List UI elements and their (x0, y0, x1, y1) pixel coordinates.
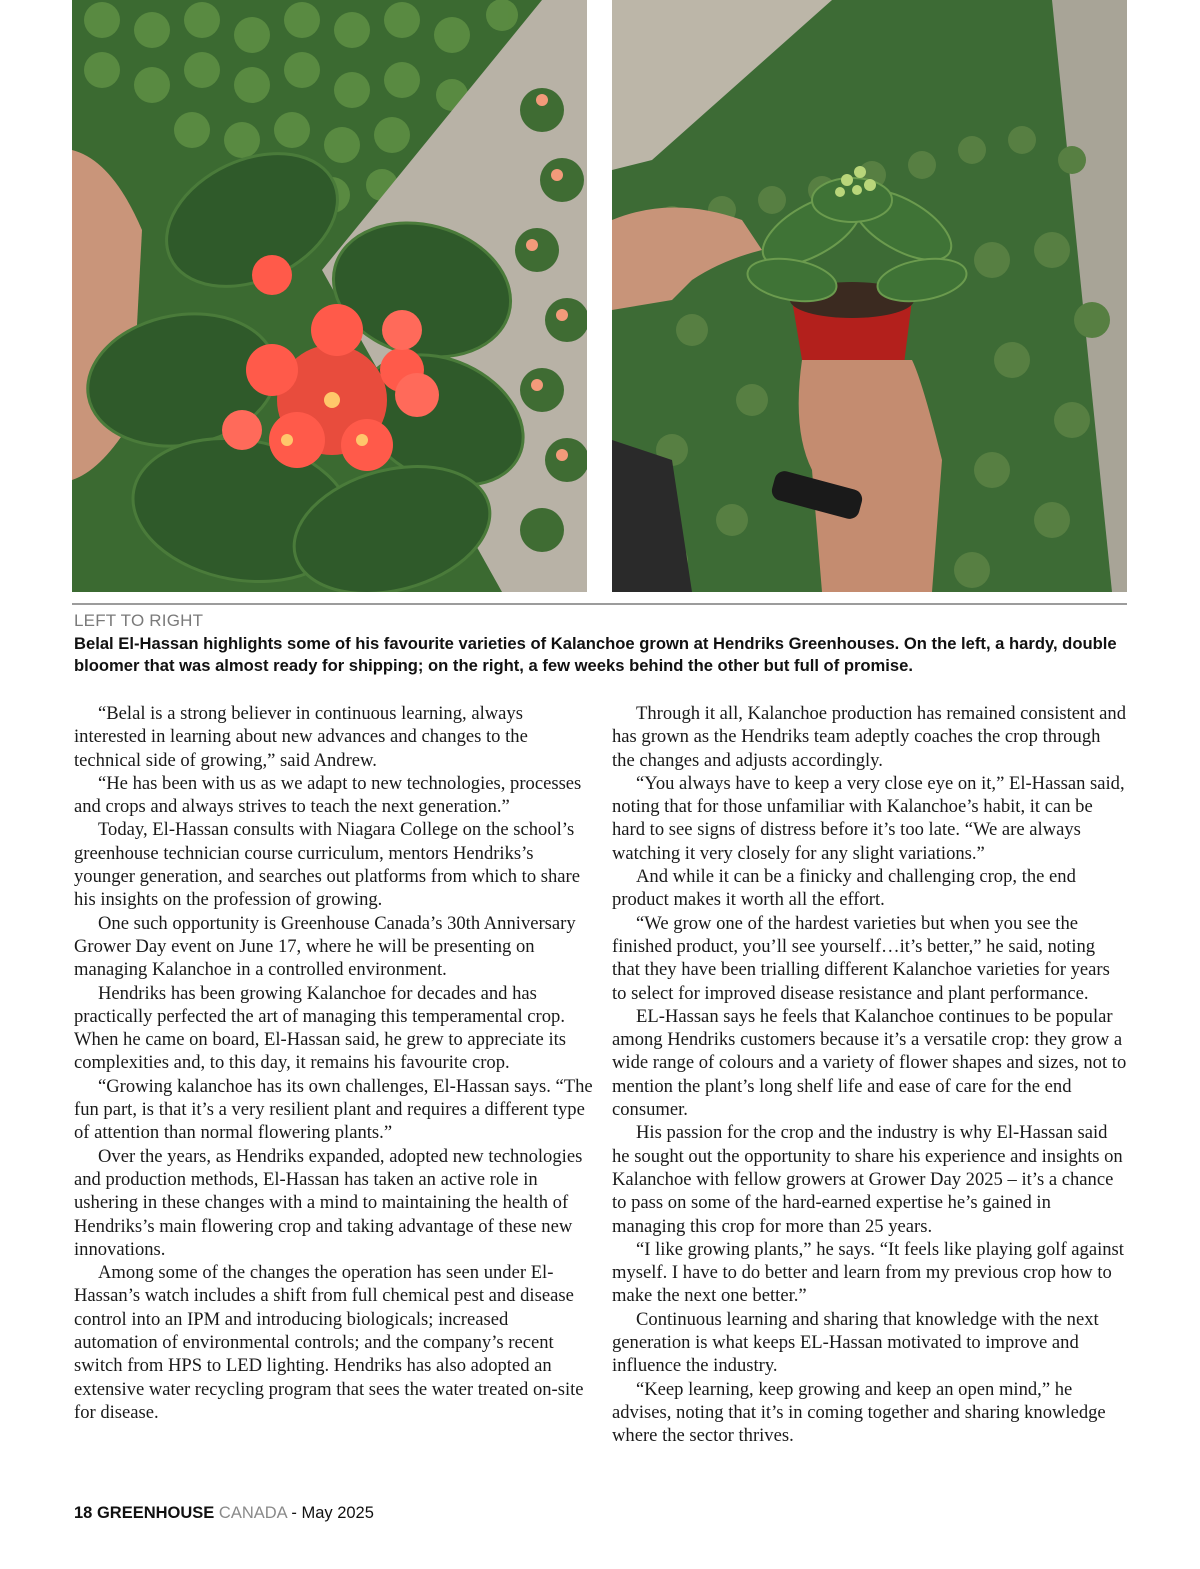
publication-region: CANADA (218, 1504, 287, 1522)
article-paragraph: “Growing kalanchoe has its own challenges, El-Hassan says. “The fun part, is that it’s a very resilient plant and requires a different type of attention than normal flowering plants.” (74, 1075, 593, 1144)
caption-kicker: LEFT TO RIGHT (74, 611, 204, 630)
article-paragraph: “He has been with us as we adapt to new technologies, processes and crops and always strives to teach the next generation.” (74, 772, 582, 818)
article-paragraph: Today, El-Hassan consults with Niagara College on the school’s greenhouse technician course curriculum, mentors Hendriks’s younger generation, and searches out platforms from which to share his insights on the profession of growing. (74, 819, 580, 911)
article-paragraph: “We grow one of the hardest varieties but when you see the finished product, you’ll see yourself…it’s better,” he said, noting that they have been trialling different Kalanchoe varieties for years to select for improved disease resistance and plant performance. (612, 912, 1110, 1004)
page-number: 18 (74, 1504, 93, 1522)
article-paragraph: His passion for the crop and the industry is why El-Hassan said he sought out the opportunity to share his experience and insights on Kalanchoe with fellow growers at Grower Day 2025 – it’s a chance to pass on some of the hard-earned expertise he’s gained in managing this crop for more than 25 years. (612, 1122, 1123, 1237)
article-column-right (612, 702, 1127, 1448)
page-footer (74, 1504, 374, 1523)
article-paragraph: Over the years, as Hendriks expanded, adopted new technologies and production methods, El-Hassan has taken an active role in ushering in these changes with a mind to maintaining the health of Hendriks’s main flowering crop and taking advantage of these new innovations. (74, 1145, 583, 1260)
article-paragraph: “I like growing plants,” he says. “It feels like playing golf against myself. I have to do better and learn from my previous crop how to make the next one better.” (612, 1238, 1124, 1307)
article-paragraph: Among some of the changes the operation has seen under El-Hassan’s watch includes a shift from full chemical pest and disease control into an IPM and introducing biologicals; increased automation of environmental controls; and the company’s recent switch from HPS to LED lighting. Hendriks has also adopted an extensive water recycling program that sees the water treated on-site for disease. (74, 1262, 584, 1423)
article-paragraph: EL-Hassan says he feels that Kalanchoe continues to be popular among Hendriks customers because it’s a versatile crop: they grow a wide range of colours and a variety of flower shapes and sizes, not to mention the plant’s long shelf life and ease of care for the end consumer. (612, 1005, 1127, 1121)
publication-name: GREENHOUSE (96, 1504, 215, 1522)
article-paragraph: Continuous learning and sharing that knowledge with the next generation is what keeps EL-Hassan motivated to improve and influence the industry. (612, 1308, 1099, 1377)
article-paragraph: “You always have to keep a very close eye on it,” El-Hassan said, noting that for those unfamiliar with Kalanchoe’s habit, it can be hard to see signs of distress before it’s too late. “We are always watching it very closely for any slight variations.” (612, 772, 1125, 864)
caption-divider (72, 603, 1127, 605)
photo-right-image (612, 0, 1127, 592)
photo-right-kalanchoe-in-hand (612, 0, 1127, 592)
issue-date: May 2025 (301, 1504, 374, 1522)
photo-left-image (72, 0, 587, 592)
photo-left-kalanchoe-bloom (72, 0, 587, 592)
article-paragraph: “Belal is a strong believer in continuous learning, always interested in learning about new advances and changes to the technical side of growing,” said Andrew. (74, 703, 528, 771)
article-paragraph: “Keep learning, keep growing and keep an open mind,” he advises, noting that it’s in coming together and sharing knowledge where the sector thrives. (612, 1378, 1106, 1447)
article-paragraph: One such opportunity is Greenhouse Canada’s 30th Anniversary Grower Day event on June 17, where he will be presenting on managing Kalanchoe in a controlled environment. (74, 912, 576, 981)
article-paragraph: Through it all, Kalanchoe production has remained consistent and has grown as the Hendriks team adeptly coaches the crop through the changes and adjusts accordingly. (612, 703, 1127, 771)
article-paragraph: And while it can be a finicky and challenging crop, the end product makes it worth all the effort. (612, 866, 1076, 911)
photo-caption: Belal El-Hassan highlights some of his favourite varieties of Kalanchoe grown at Hendriks Greenhouses. On the left, a hardy, double bloomer that was almost ready for shipping; on the right, a few weeks behind the other but full of promise. (74, 634, 1117, 675)
article-column-left (74, 702, 594, 1424)
article-paragraph: Hendriks has been growing Kalanchoe for decades and has practically perfected the art of managing this temperamental crop. When he came on board, El-Hassan said, he grew to appreciate its complexities and, to this day, it remains his favourite crop. (74, 982, 567, 1074)
footer-separator: - (291, 1504, 297, 1522)
